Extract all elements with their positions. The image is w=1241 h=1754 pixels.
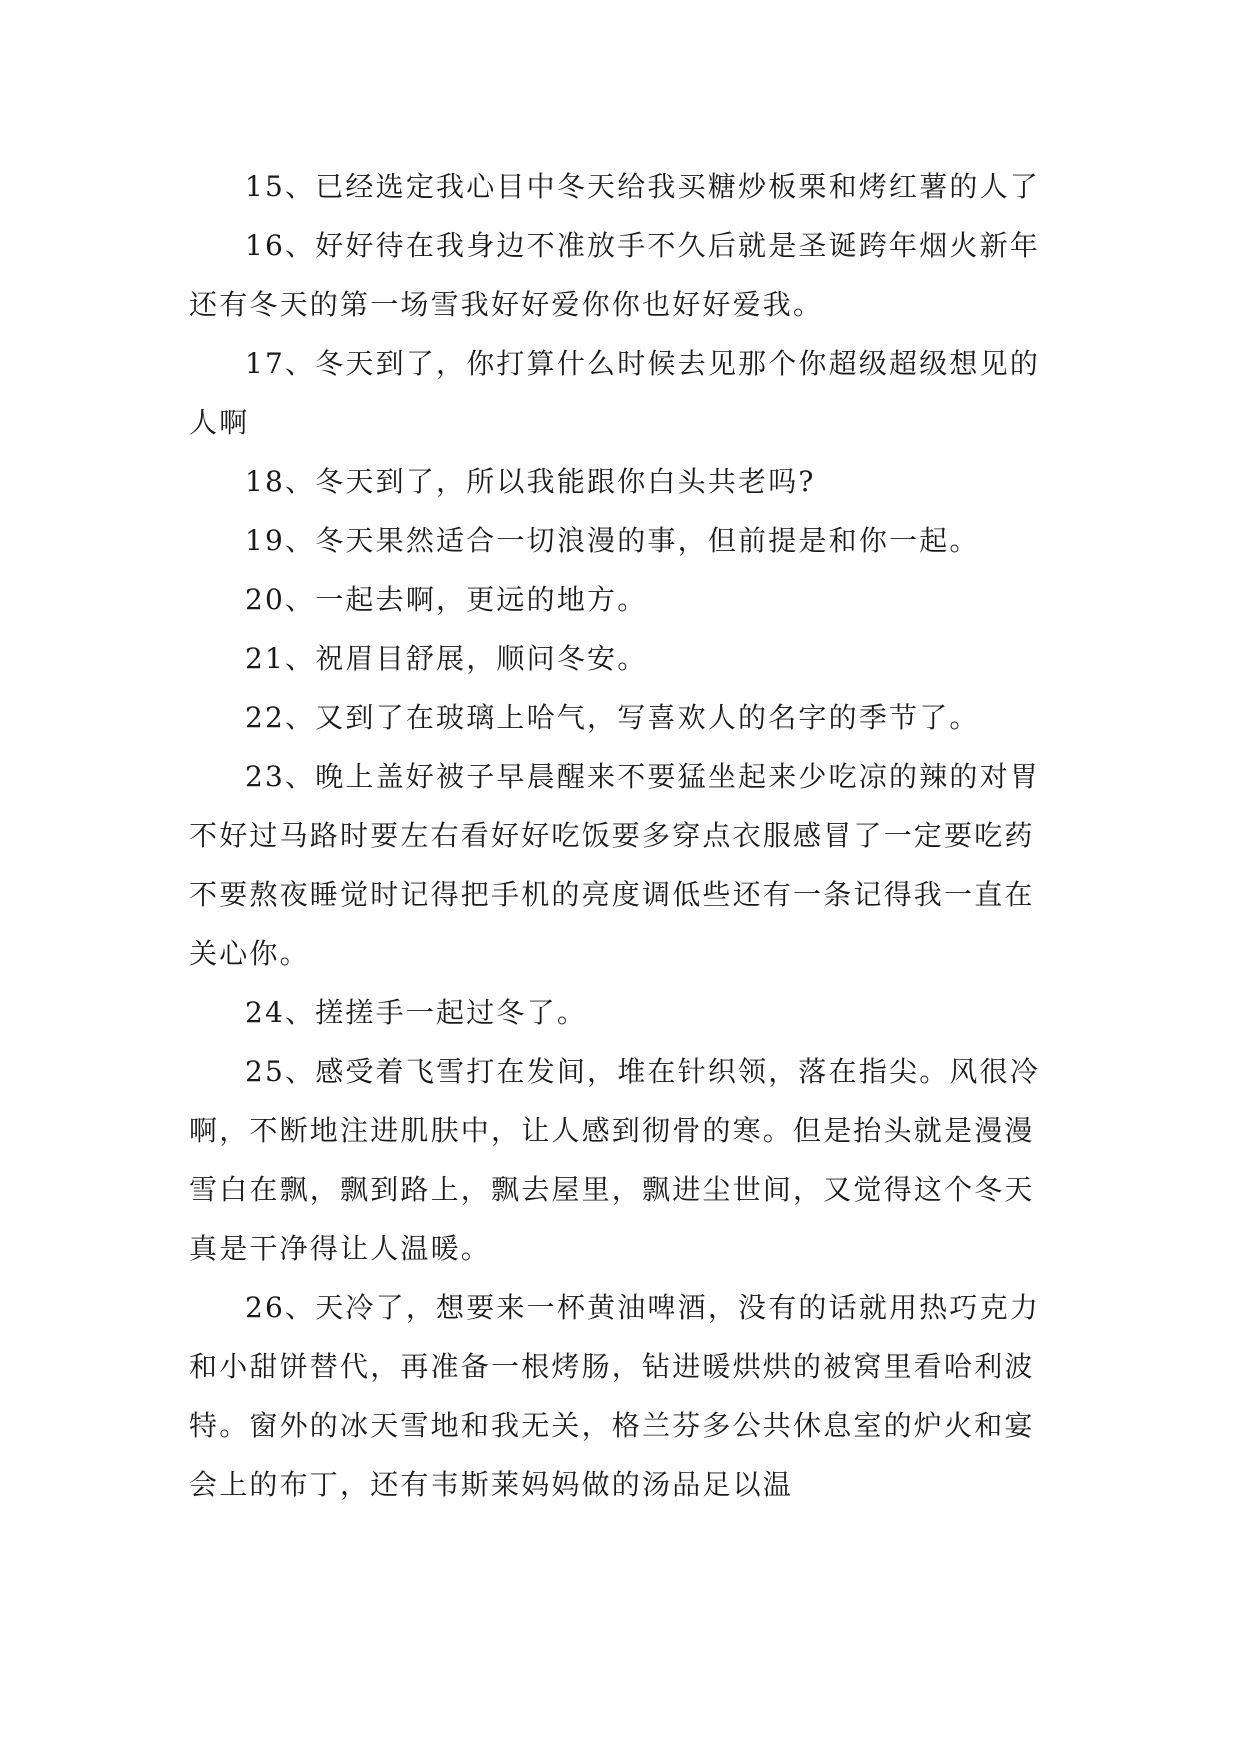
paragraph-24: 24、搓搓手一起过冬了。: [245, 996, 588, 1029]
paragraph-19: 19、冬天果然适合一切浪漫的事，但前提是和你一起。: [245, 524, 980, 557]
paragraph-15: 15、已经选定我心目中冬天给我买糖炒板栗和烤红薯的人了: [245, 170, 1041, 203]
paragraph-17: 17、冬天到了，你打算什么时候去见那个你超级超级想见的人啊: [189, 347, 1041, 439]
document-body: [189, 157, 1059, 1514]
paragraph-26: 26、天冷了，想要来一杯黄油啤酒，没有的话就用热巧克力和小甜饼替代，再准备一根烤肠，钻进暖烘烘的被窝里看哈利波特。窗外的冰天雪地和我无关，格兰芬多公共休息室的炉火和宴会上的布丁，还有韦斯莱妈妈做的汤品足以温: [189, 1291, 1041, 1501]
paragraph-20: 20、一起去啊，更远的地方。: [245, 583, 648, 616]
paragraph-22: 22、又到了在玻璃上哈气，写喜欢人的名字的季节了。: [245, 701, 980, 734]
paragraph-25: 25、感受着飞雪打在发间，堆在针织领，落在指尖。风很冷啊，不断地注进肌肤中，让人感到彻骨的寒。但是抬头就是漫漫雪白在飘，飘到路上，飘去屋里，飘进尘世间，又觉得这个冬天真是干净得让人温暖。: [189, 1055, 1041, 1265]
paragraph-23: 23、晚上盖好被子早晨醒来不要猛坐起来少吃凉的辣的对胃不好过马路时要左右看好好吃饭要多穿点衣服感冒了一定要吃药不要熬夜睡觉时记得把手机的亮度调低些还有一条记得我一直在关心你。: [189, 760, 1041, 970]
paragraph-16: 16、好好待在我身边不准放手不久后就是圣诞跨年烟火新年还有冬天的第一场雪我好好爱你你也好好爱我。: [189, 229, 1041, 321]
paragraph-18: 18、冬天到了，所以我能跟你白头共老吗?: [245, 465, 816, 498]
paragraph-21: 21、祝眉目舒展，顺问冬安。: [245, 642, 648, 675]
